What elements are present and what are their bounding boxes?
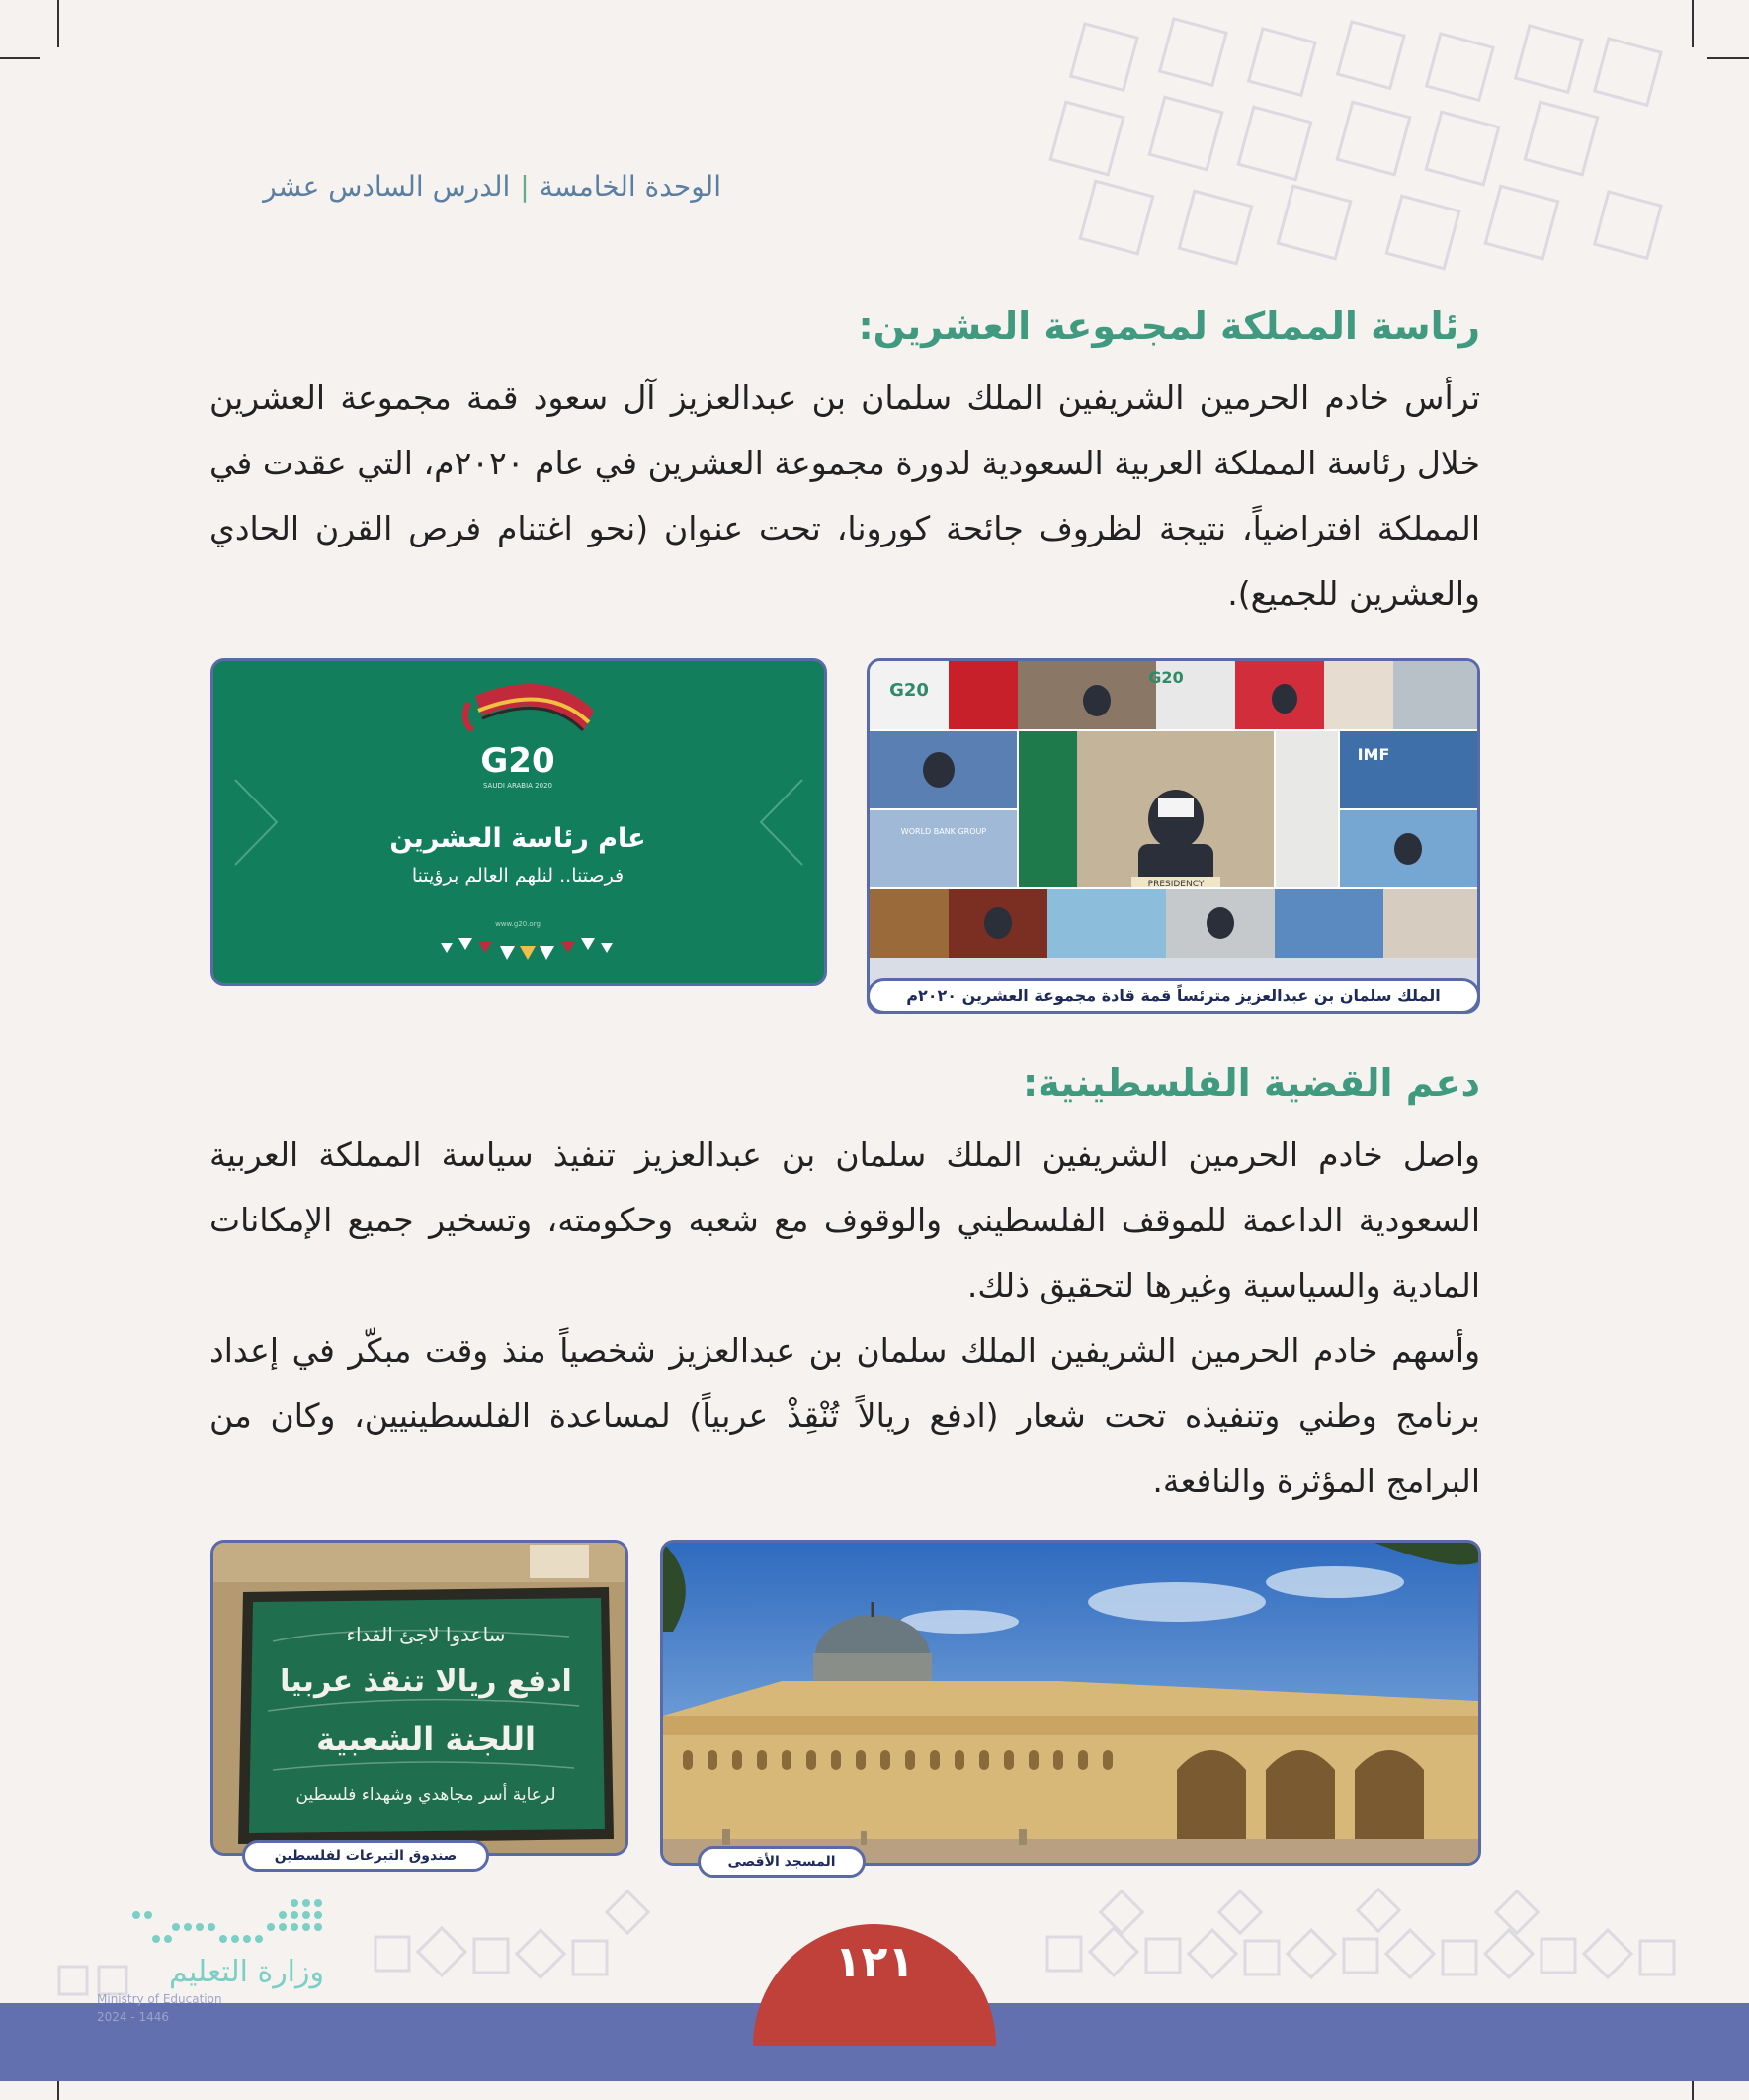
imf-label: IMF <box>1357 745 1390 764</box>
g20-banner-subtitle: فرصتنا.. لنلهم العالم برؤيتنا <box>411 865 625 886</box>
paragraph-g20-text: ترأس خادم الحرمين الشريفين الملك سلمان بن عبدالعزيز آل سعود قمة مجموعة العشرين خلال رئاسة المملكة العربية السعودية لدورة مجموعة العشرين في عام ٢٠٢٠م، التي عقدت في المملكة افتراضياً، نتيجة لظروف جائحة كورونا، تحت عنوان (نحو اغتنام فرص القرن الحادي والعشرين للجميع). <box>209 378 1481 613</box>
summit-photo-graphic <box>870 661 1477 958</box>
ministry-name-en: Ministry of Education <box>97 1992 222 2006</box>
g20-logo-icon <box>465 684 594 730</box>
aqsa-caption: المسجد الأقصى <box>698 1846 866 1878</box>
lesson-label: الدرس السادس عشر <box>263 170 511 203</box>
paragraph-palestine-2: وأسهم خادم الحرمين الشريفين الملك سلمان بن عبدالعزيز شخصياً منذ وقت مبكّر في إعداد برنامج وطني وتنفيذه تحت شعار (ادفع ريالاً تُنْقِذْ عربياً) لمساعدة الفلسطينيين، وكان من البرامج المؤثرة والنافعة. <box>209 1331 1480 1500</box>
crop-mark <box>0 57 40 59</box>
g20-banner-url: www.g20.org <box>495 920 541 928</box>
ministry-year: 2024 - 1446 <box>97 2010 170 2024</box>
world-bank-label: WORLD BANK GROUP <box>900 827 987 836</box>
g20-label-b: G20 <box>1148 668 1184 687</box>
box-sign-line-1: ساعدوا لاجئ الفداء <box>346 1623 506 1646</box>
header-separator: | <box>520 170 530 203</box>
aqsa-photo <box>660 1540 1481 1866</box>
crop-mark <box>1707 57 1749 59</box>
g20-logo-text: G20 <box>480 741 555 781</box>
g20-triangle-pattern-icon <box>441 938 613 960</box>
g20-logo-sub: SAUDI ARABIA 2020 <box>482 782 553 790</box>
ministry-name-ar: وزارة التعليم <box>168 1955 324 1989</box>
aqsa-photo-graphic <box>663 1543 1478 1863</box>
summit-photo <box>867 658 1480 1014</box>
g20-banner-graphic <box>213 661 824 983</box>
page-number: ١٢١ <box>834 1937 915 1987</box>
donation-box-photo <box>210 1540 628 1856</box>
summit-caption: الملك سلمان بن عبدالعزيز مترئساً قمة قادة مجموعة العشرين ٢٠٢٠م <box>867 978 1480 1014</box>
box-sign-line-4: لرعاية أسر مجاهدي وشهداء فلسطين <box>295 1785 556 1805</box>
section-title-palestine: دعم القضية الفلسطينية: <box>1023 1061 1480 1105</box>
g20-banner-title: عام رئاسة العشرين <box>389 823 646 854</box>
box-sign-line-3: اللجنة الشعبية <box>316 1721 536 1758</box>
g20-label-a: G20 <box>889 680 929 701</box>
paragraph-g20 <box>209 366 1480 627</box>
paragraph-palestine-1: واصل خادم الحرمين الشريفين الملك سلمان بن عبدالعزيز تنفيذ سياسة المملكة العربية السعودية الداعمة للموقف الفلسطيني والوقوف مع شعبه وحكومته، وتسخير جميع الإمكانات المادية والسياسية وغيرها لتحقيق ذلك. <box>209 1135 1480 1304</box>
crop-mark <box>1692 0 1694 47</box>
unit-label: الوحدة الخامسة <box>539 170 721 203</box>
presidency-label: PRESIDENCY <box>1147 880 1205 889</box>
box-sign-line-2: ادفع ريالا تنقذ عربيا <box>280 1664 572 1699</box>
crop-mark <box>57 0 59 47</box>
ministry-logo <box>97 1893 324 2042</box>
section-title-g20: رئاسة المملكة لمجموعة العشرين: <box>858 304 1480 348</box>
g20-banner <box>210 658 827 986</box>
ministry-dots-icon <box>97 1893 324 1953</box>
paragraph-palestine <box>209 1123 1480 1514</box>
page-header <box>263 170 721 203</box>
donation-box-caption: صندوق التبرعات لفلسطين <box>242 1840 489 1872</box>
donation-box-graphic <box>213 1543 625 1853</box>
